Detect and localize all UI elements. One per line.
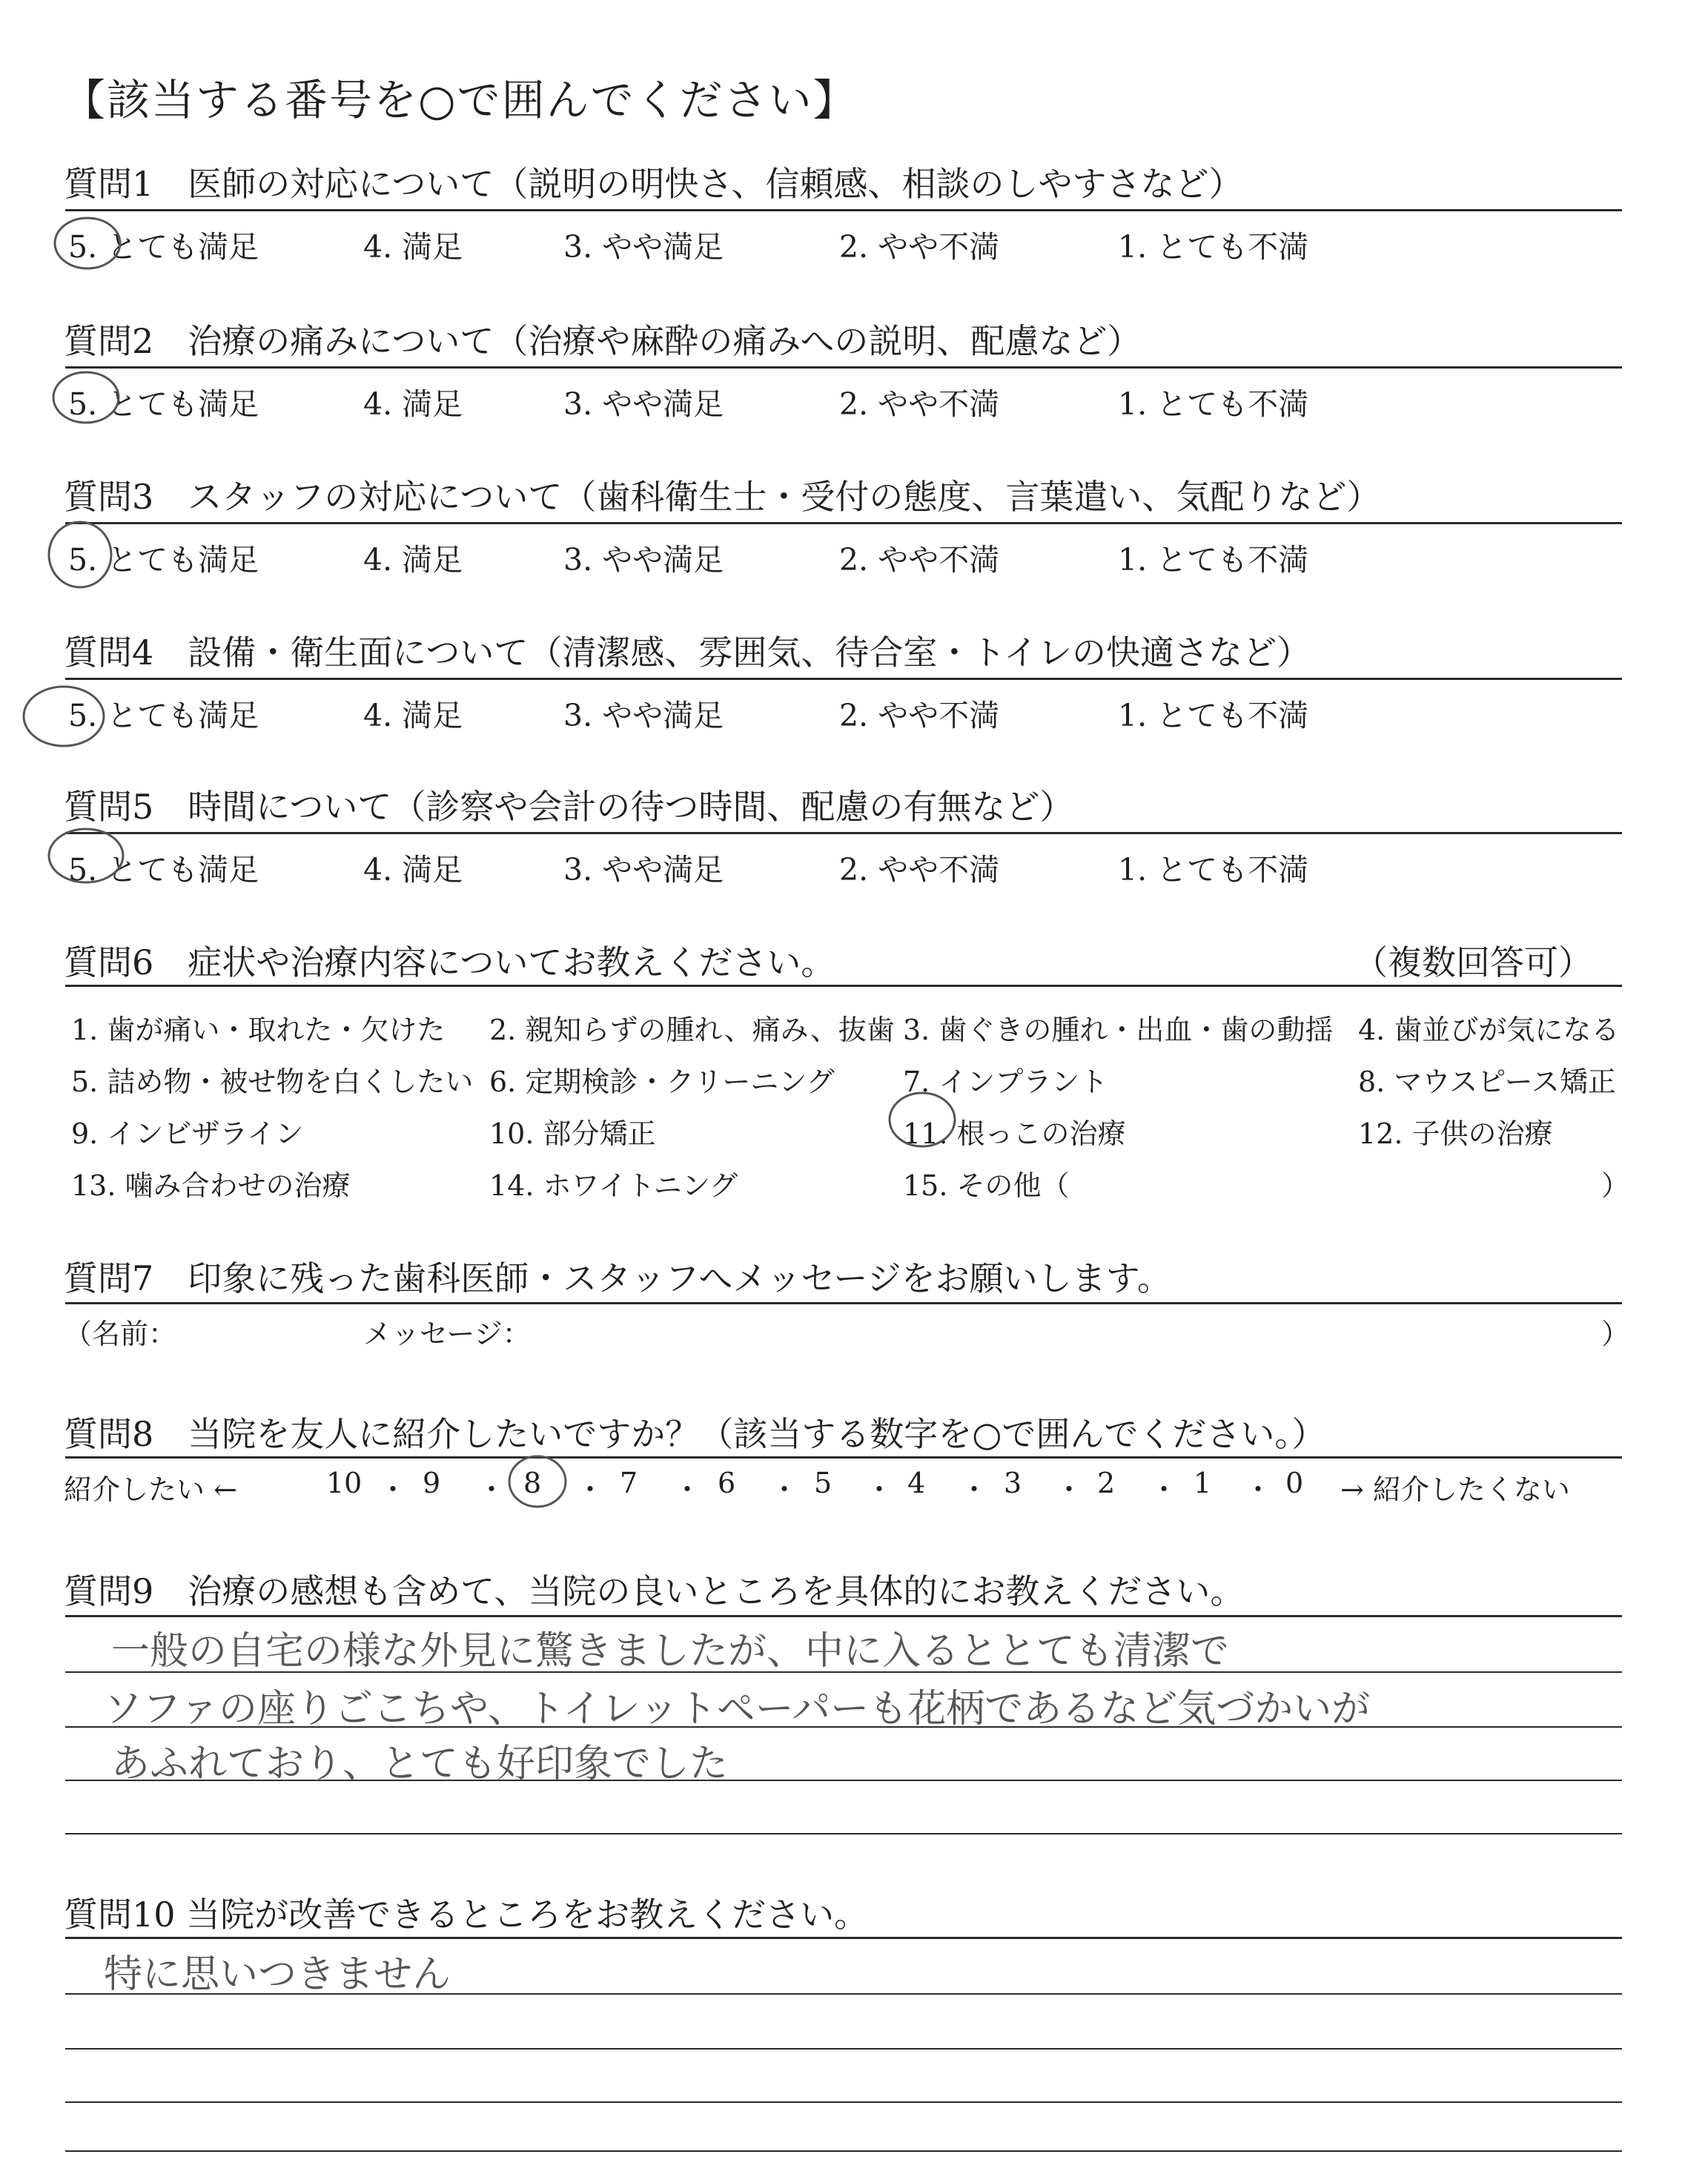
question-8-title: 質問8 当院を友人に紹介したいですか？（該当する数字を○で囲んでください。）	[64, 1414, 1326, 1454]
q6-choice-7[interactable]: 7. インプラント	[903, 1066, 1108, 1098]
q8-scale-2[interactable]: 2	[1097, 1467, 1116, 1499]
q6-selection-circle	[890, 1093, 955, 1146]
q8-right-label: → 紹介したくない	[1340, 1473, 1570, 1506]
q2-option-3[interactable]: 3. やや満足	[563, 386, 724, 422]
q8-scale-9[interactable]: 9	[423, 1467, 441, 1499]
q6-choice-11[interactable]: 11. 根っこの治療	[903, 1117, 1126, 1150]
q6-choice-5[interactable]: 5. 詰め物・被せ物を白くしたい	[71, 1066, 474, 1098]
scale-separator: ・	[673, 1473, 702, 1506]
q1-option-2[interactable]: 2. やや不満	[839, 229, 1000, 265]
q8-scale-10[interactable]: 10	[326, 1467, 363, 1499]
q7-close: ）	[1601, 1318, 1630, 1350]
q8-scale-5[interactable]: 5	[814, 1467, 833, 1499]
q7-message-label: メッセージ：	[363, 1318, 531, 1350]
q3-option-1[interactable]: 1. とても不満	[1118, 542, 1309, 578]
q5-selection-circle	[49, 829, 123, 882]
q4-option-2[interactable]: 2. やや不満	[839, 698, 1000, 733]
q1-selection-circle	[55, 218, 120, 268]
q6-choice-1[interactable]: 1. 歯が痛い・取れた・欠けた	[71, 1014, 446, 1046]
q2-selection-circle	[53, 372, 119, 423]
q3-option-4[interactable]: 4. 満足	[363, 542, 463, 578]
q3-option-5[interactable]: 5. とても満足	[68, 542, 259, 578]
q5-option-5[interactable]: 5. とても満足	[68, 852, 259, 888]
q6-choice-6[interactable]: 6. 定期検診・クリーニング	[489, 1066, 835, 1098]
question-1-title: 質問1 医師の対応について（説明の明快さ、信頼感、相談のしやすさなど）	[64, 164, 1243, 204]
q6-choice-4[interactable]: 4. 歯並びが気になる	[1358, 1014, 1620, 1046]
q6-choice-14[interactable]: 14. ホワイトニング	[489, 1169, 738, 1202]
q4-option-1[interactable]: 1. とても不満	[1118, 698, 1309, 733]
q8-scale-6[interactable]: 6	[718, 1467, 736, 1499]
q5-option-4[interactable]: 4. 満足	[363, 852, 463, 888]
q2-option-1[interactable]: 1. とても不満	[1118, 386, 1309, 422]
scale-separator: ・	[477, 1473, 506, 1506]
scale-separator: ・	[960, 1473, 989, 1506]
q6-choice-10[interactable]: 10. 部分矯正	[489, 1117, 656, 1150]
q8-scale-0[interactable]: 0	[1285, 1467, 1304, 1499]
q2-option-5[interactable]: 5. とても満足	[68, 386, 259, 422]
q4-selection-circle	[24, 687, 104, 746]
q8-scale-3[interactable]: 3	[1004, 1467, 1022, 1499]
question-4-title: 質問4 設備・衛生面について（清潔感、雰囲気、待合室・トイレの快適さなど）	[64, 633, 1311, 673]
q9-answer-line-1: 一般の自宅の様な外見に驚きましたが、中に入るととても清潔で	[111, 1629, 1230, 1674]
scale-separator: ・	[1150, 1473, 1179, 1506]
q8-scale-1[interactable]: 1	[1194, 1467, 1212, 1499]
q2-option-4[interactable]: 4. 満足	[363, 386, 463, 422]
q6-choice-15[interactable]: 15. その他（	[903, 1169, 1070, 1202]
q9-answer-line-3: あふれており、とても好印象でした	[111, 1742, 729, 1786]
scale-separator: ・	[1244, 1473, 1273, 1506]
q9-answer-line-2: ソファの座りごこちや、トイレットペーパーも花柄であるなど気づかいが	[104, 1687, 1371, 1731]
question-6-note: （複数回答可）	[1354, 942, 1592, 982]
question-6-title: 質問6 症状や治療内容についてお教えください。	[64, 942, 835, 982]
question-10-title: 質問10 当院が改善できるところをお教えください。	[64, 1895, 869, 1935]
scale-separator: ・	[379, 1473, 408, 1506]
q1-option-5[interactable]: 5. とても満足	[68, 229, 259, 265]
q1-option-3[interactable]: 3. やや満足	[563, 229, 724, 265]
question-5-title: 質問5 時間について（診察や会計の待つ時間、配慮の有無など）	[64, 787, 1074, 827]
q3-option-2[interactable]: 2. やや不満	[839, 542, 1000, 578]
scale-separator: ・	[1055, 1473, 1084, 1506]
question-2-title: 質問2 治療の痛みについて（治療や麻酔の痛みへの説明、配慮など）	[64, 321, 1142, 361]
q5-option-2[interactable]: 2. やや不満	[839, 852, 1000, 888]
form-header: 【該当する番号を○で囲んでください】	[62, 75, 858, 125]
scale-separator: ・	[865, 1473, 894, 1506]
q8-left-label: 紹介したい ←	[64, 1473, 237, 1506]
scale-separator: ・	[576, 1473, 605, 1506]
q3-option-3[interactable]: 3. やや満足	[563, 542, 724, 578]
q6-choice-13[interactable]: 13. 噛み合わせの治療	[71, 1169, 351, 1202]
q6-choice-2[interactable]: 2. 親知らずの腫れ、痛み、抜歯	[489, 1014, 895, 1046]
q4-option-3[interactable]: 3. やや満足	[563, 698, 724, 733]
q10-answer-line-1: 特に思いつきません	[104, 1952, 451, 1997]
q6-choice-12[interactable]: 12. 子供の治療	[1358, 1117, 1553, 1150]
q2-option-2[interactable]: 2. やや不満	[839, 386, 1000, 422]
q4-option-5[interactable]: 5. とても満足	[68, 698, 259, 733]
q7-name-label: （名前：	[64, 1318, 177, 1350]
q6-choice-15-close: ）	[1601, 1169, 1630, 1202]
question-7-title: 質問7 印象に残った歯科医師・スタッフへメッセージをお願いします。	[64, 1258, 1171, 1298]
q8-selection-circle	[509, 1456, 566, 1507]
q6-choice-8[interactable]: 8. マウスピース矯正	[1358, 1066, 1616, 1098]
q3-selection-circle	[49, 522, 111, 587]
q1-option-1[interactable]: 1. とても不満	[1118, 229, 1309, 265]
question-3-title: 質問3 スタッフの対応について（歯科衛生士・受付の態度、言葉遣い、気配りなど）	[64, 477, 1381, 517]
q8-scale-7[interactable]: 7	[620, 1467, 638, 1499]
q5-option-1[interactable]: 1. とても不満	[1118, 852, 1309, 888]
q6-choice-3[interactable]: 3. 歯ぐきの腫れ・出血・歯の動揺	[903, 1014, 1334, 1046]
scale-separator: ・	[770, 1473, 799, 1506]
question-9-title: 質問9 治療の感想も含めて、当院の良いところを具体的にお教えください。	[64, 1571, 1245, 1611]
q6-choice-9[interactable]: 9. インビザライン	[71, 1117, 304, 1150]
q8-scale-4[interactable]: 4	[907, 1467, 926, 1499]
q5-option-3[interactable]: 3. やや満足	[563, 852, 724, 888]
q4-option-4[interactable]: 4. 満足	[363, 698, 463, 733]
q1-option-4[interactable]: 4. 満足	[363, 229, 463, 265]
q8-scale-8[interactable]: 8	[523, 1467, 542, 1499]
